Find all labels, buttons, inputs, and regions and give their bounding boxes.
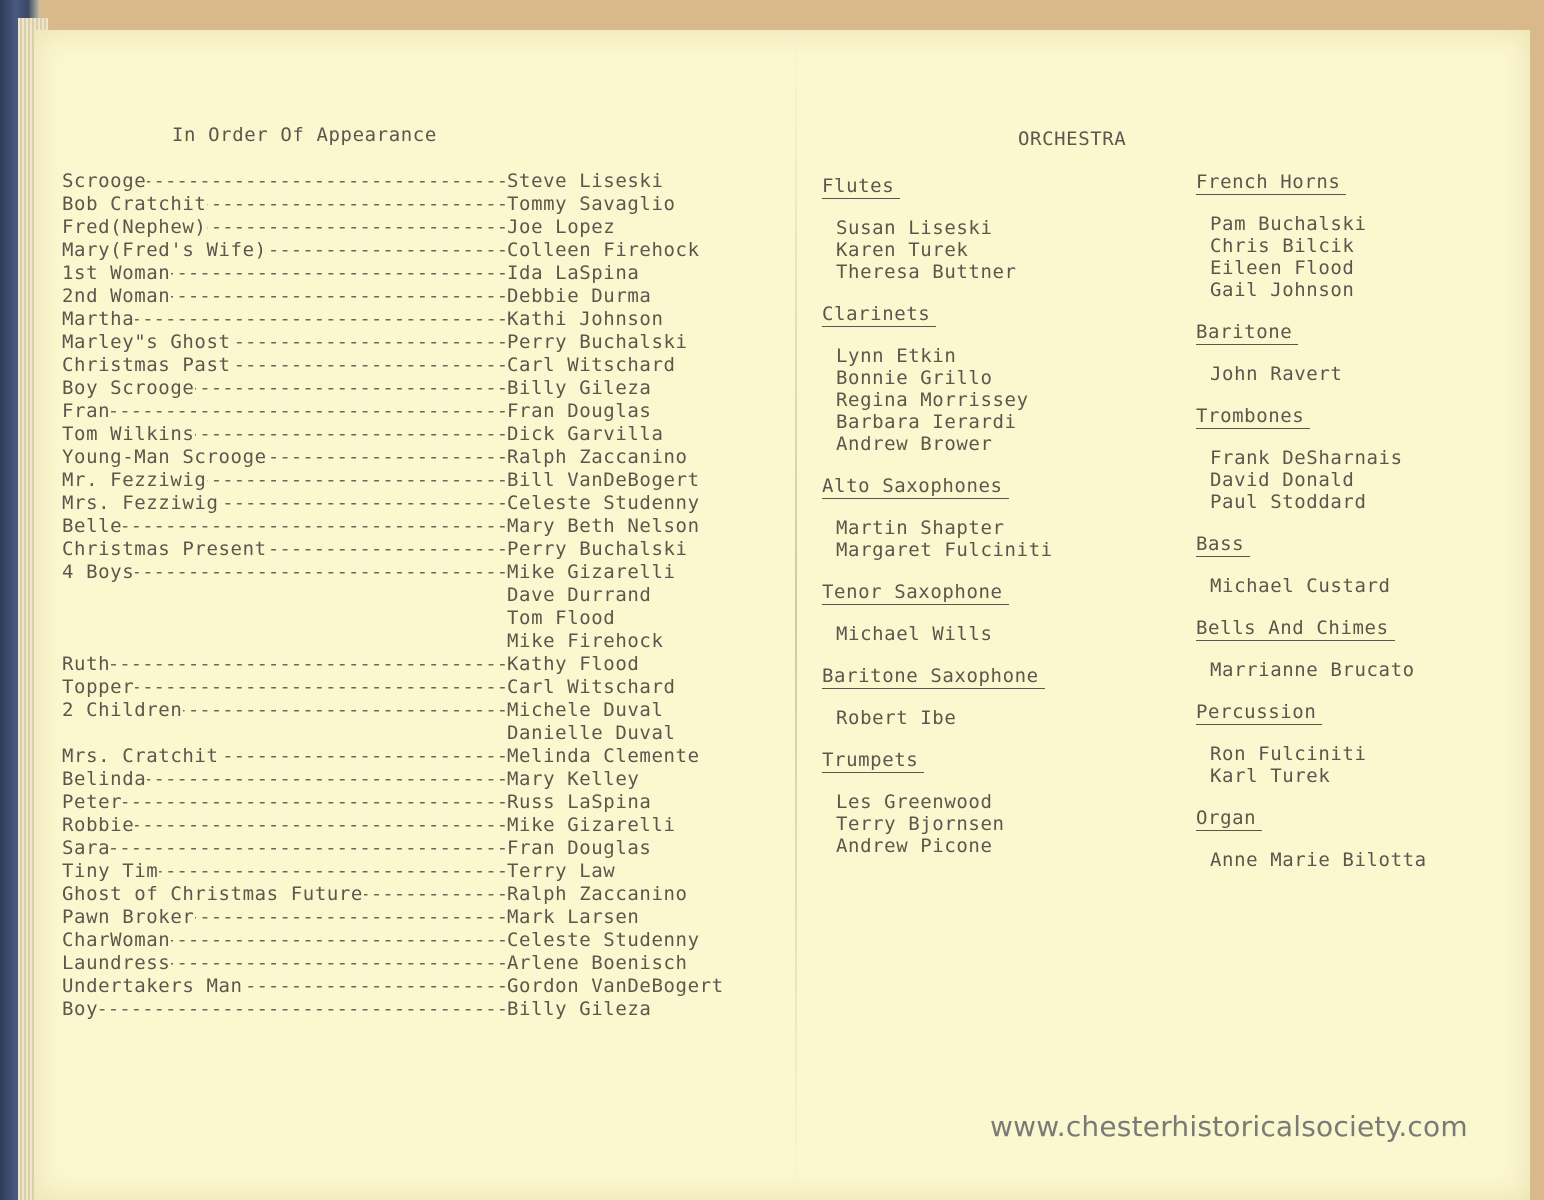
cast-row [62,515,782,538]
role-name: Christmas Present [62,538,267,560]
cast-role [62,354,507,377]
orchestra-section [1196,532,1516,597]
cast-actors [507,791,651,814]
cast-row [62,446,782,469]
cast-row [62,975,782,998]
cast-actors [507,860,615,883]
musician-name: Karl Turek [1210,765,1331,787]
cast-row [62,170,782,193]
cast-actors [507,469,700,492]
role-name: Tom Wilkins [62,423,195,445]
actor-name: Dave Durrand [507,584,652,606]
cast-row [62,216,782,239]
cast-row [62,952,782,975]
cast-role [62,952,507,975]
cast-role [62,975,507,998]
dot-leader [62,998,507,1021]
orchestra-section [1196,170,1516,301]
cast-role [62,883,507,906]
cast-row [62,377,782,400]
actor-name: Carl Witschard [507,354,676,376]
cast-actors [507,446,688,469]
dot-leader [62,791,507,814]
musician-name: Les Greenwood [836,791,993,813]
role-name: 1st Woman [62,262,171,284]
cast-role [62,814,507,837]
dot-leader [62,837,507,860]
cast-role [62,400,507,423]
orchestra-section [1196,404,1516,513]
cast-row [62,768,782,791]
cast-role [62,837,507,860]
section-title: French Horns [1196,170,1346,195]
musician-name: Eileen Flood [1210,257,1355,279]
orchestra-section [822,664,1162,729]
role-name: Boy [62,998,99,1020]
role-name: Belinda [62,768,147,790]
role-name: Robbie [62,814,135,836]
musician-name: Chris Bilcik [1210,235,1355,257]
cast-actors [507,975,724,998]
orchestra-section [822,580,1162,645]
cast-actors [507,400,651,423]
cast-actors [507,906,639,929]
orchestra-section [1196,320,1516,385]
role-name: Belle [62,515,123,537]
page-fold [795,30,797,1200]
cast-row [62,906,782,929]
cast-row [62,561,782,653]
orchestra-section [822,474,1162,561]
role-name: Laundress [62,952,171,974]
section-title: Bass [1196,532,1250,557]
role-name: Topper [62,676,135,698]
orchestra-section [822,302,1162,455]
cast-row [62,469,782,492]
actor-name: Mike Gizarelli [507,561,676,583]
musician-name: Pam Buchalski [1210,213,1367,235]
cast-role [62,446,507,469]
role-name: Undertakers Man [62,975,243,997]
cast-actors [507,354,676,377]
cast-row [62,354,782,377]
role-name: Scrooge [62,170,147,192]
actor-name: Celeste Studenny [507,929,700,951]
cast-row [62,423,782,446]
cast-actors [507,883,688,906]
cast-role [62,676,507,699]
musician-name: Bonnie Grillo [836,367,993,389]
musician-name: Regina Morrissey [836,389,1029,411]
cast-row [62,676,782,699]
orchestra-heading: ORCHESTRA [1018,128,1127,150]
musician-name: Andrew Brower [836,433,993,455]
musician-name: Gail Johnson [1210,279,1355,301]
cast-row [62,285,782,308]
actor-name: Ralph Zaccanino [507,446,688,468]
role-name: Ghost of Christmas Future [62,883,363,905]
cast-actors [507,331,688,354]
actor-name: Joe Lopez [507,216,616,238]
role-name: Fred(Nephew) [62,216,207,238]
section-title: Flutes [822,174,900,199]
watermark: www.chesterhistoricalsociety.com [990,1110,1468,1143]
actor-name: Mark Larsen [507,906,640,928]
cast-role [62,216,507,239]
actor-name: Celeste Studenny [507,492,700,514]
role-name: Mr. Fezziwig [62,469,207,491]
role-name: Martha [62,308,135,330]
section-title: Baritone Saxophone [822,664,1045,689]
cast-role [62,469,507,492]
actor-name: Bill VanDeBogert [507,469,700,491]
actor-name: Debbie Durma [507,285,652,307]
musician-name: Paul Stoddard [1210,491,1367,513]
actor-name: Terry Law [507,860,616,882]
section-title: Percussion [1196,700,1322,725]
musician-name: Michael Custard [1210,575,1391,597]
actor-name: Danielle Duval [507,722,676,744]
actor-name: Carl Witschard [507,676,676,698]
actor-name: Kathi Johnson [507,308,664,330]
actor-name: Perry Buchalski [507,538,688,560]
actor-name: Mike Firehock [507,630,664,652]
cast-role [62,998,507,1021]
cast-row [62,791,782,814]
orchestra-column-left [822,174,1162,876]
actor-name: Ida LaSpina [507,262,640,284]
cast-role [62,791,507,814]
musician-name: Andrew Picone [836,835,993,857]
cast-role [62,745,507,768]
cast-actors [507,952,688,975]
musician-name: Barbara Ierardi [836,411,1017,433]
actor-name: Tom Flood [507,607,616,629]
cast-role [62,860,507,883]
cast-role [62,170,507,193]
musician-name: Karen Turek [836,239,969,261]
cast-actors [507,423,664,446]
actor-name: Russ LaSpina [507,791,652,813]
cast-actors [507,561,676,653]
section-title: Tenor Saxophone [822,580,1009,605]
section-title: Trumpets [822,748,924,773]
section-title: Bells And Chimes [1196,616,1395,641]
cast-actors [507,998,651,1021]
role-name: Young-Man Scrooge [62,446,267,468]
musician-name: Frank DeSharnais [1210,447,1403,469]
cast-row [62,860,782,883]
cast-actors [507,492,700,515]
actor-name: Gordon VanDeBogert [507,975,724,997]
cast-heading: In Order Of Appearance [172,124,437,146]
role-name: Mrs. Cratchit [62,745,219,767]
cast-actors [507,285,651,308]
musician-name: Theresa Buttner [836,261,1017,283]
cast-role [62,561,507,653]
cast-role [62,906,507,929]
musician-name: Marrianne Brucato [1210,659,1415,681]
cast-row [62,837,782,860]
actor-name: Billy Gileza [507,377,652,399]
actor-name: Melinda Clemente [507,745,700,767]
section-title: Alto Saxophones [822,474,1009,499]
role-name: CharWoman [62,929,171,951]
musician-name: Terry Bjornsen [836,813,1005,835]
role-name: 2 Children [62,699,183,721]
orchestra-column-right [1196,170,1516,890]
role-name: Mrs. Fezziwig [62,492,219,514]
cast-role [62,768,507,791]
cast-actors [507,676,676,699]
actor-name: Fran Douglas [507,837,652,859]
musician-name: Susan Liseski [836,217,993,239]
role-name: Sara [62,837,111,859]
actor-name: Ralph Zaccanino [507,883,688,905]
cast-role [62,492,507,515]
cast-role [62,929,507,952]
cast-actors [507,837,651,860]
cast-list [62,170,782,1021]
musician-name: Lynn Etkin [836,345,957,367]
cast-row [62,492,782,515]
dot-leader [62,400,507,423]
musician-name: David Donald [1210,469,1355,491]
role-name: Bob Cratchit [62,193,207,215]
actor-name: Arlene Boenisch [507,952,688,974]
cast-row [62,998,782,1021]
cast-role [62,538,507,561]
cast-actors [507,538,688,561]
cast-role [62,653,507,676]
orchestra-section [1196,806,1516,871]
cast-role [62,699,507,745]
cast-row [62,814,782,837]
cast-row [62,239,782,262]
actor-name: Perry Buchalski [507,331,688,353]
musician-name: Anne Marie Bilotta [1210,849,1427,871]
cast-actors [507,745,700,768]
musician-name: Ron Fulciniti [1210,743,1367,765]
section-title: Organ [1196,806,1262,831]
cast-role [62,285,507,308]
cast-actors [507,262,639,285]
musician-name: Robert Ibe [836,707,957,729]
cast-role [62,262,507,285]
role-name: Mary(Fred's Wife) [62,239,267,261]
cast-actors [507,193,676,216]
cast-row [62,193,782,216]
cast-row [62,308,782,331]
cast-actors [507,653,639,676]
role-name: 4 Boys [62,561,135,583]
actor-name: Colleen Firehock [507,239,700,261]
role-name: Tiny Tim [62,860,159,882]
cast-actors [507,814,676,837]
role-name: Peter [62,791,123,813]
role-name: Christmas Past [62,354,231,376]
actor-name: Steve Liseski [507,170,664,192]
actor-name: Michele Duval [507,699,664,721]
orchestra-section [822,748,1162,857]
cast-role [62,239,507,262]
role-name: 2nd Woman [62,285,171,307]
orchestra-section [822,174,1162,283]
cast-role [62,515,507,538]
cast-role [62,423,507,446]
cast-actors [507,308,664,331]
actor-name: Fran Douglas [507,400,652,422]
section-title: Trombones [1196,404,1310,429]
cast-row [62,883,782,906]
musician-name: Michael Wills [836,623,993,645]
dot-leader [62,653,507,676]
actor-name: Dick Garvilla [507,423,664,445]
cast-actors [507,216,615,239]
section-title: Clarinets [822,302,936,327]
musician-name: John Ravert [1210,363,1343,385]
cast-row [62,538,782,561]
section-title: Baritone [1196,320,1298,345]
musician-name: Martin Shapter [836,517,1005,539]
role-name: Marley"s Ghost [62,331,231,353]
orchestra-section [1196,700,1516,787]
cast-actors [507,377,651,400]
actor-name: Billy Gileza [507,998,652,1020]
cast-row [62,929,782,952]
actor-name: Kathy Flood [507,653,640,675]
cast-row [62,400,782,423]
role-name: Ruth [62,653,111,675]
actor-name: Mary Kelley [507,768,640,790]
cast-row [62,331,782,354]
cast-row [62,699,782,745]
cast-actors [507,170,664,193]
role-name: Pawn Broker [62,906,195,928]
dot-leader [62,515,507,538]
actor-name: Mike Gizarelli [507,814,676,836]
actor-name: Mary Beth Nelson [507,515,700,537]
orchestra-section [1196,616,1516,681]
cast-row [62,262,782,285]
cast-actors [507,768,639,791]
cast-actors [507,929,700,952]
cast-actors [507,239,700,262]
musician-name: Margaret Fulciniti [836,539,1053,561]
cast-role [62,308,507,331]
cast-row [62,745,782,768]
cast-row [62,653,782,676]
cast-role [62,377,507,400]
role-name: Fran [62,400,111,422]
cast-actors [507,515,700,538]
cast-role [62,193,507,216]
cast-actors [507,699,676,745]
cast-role [62,331,507,354]
actor-name: Tommy Savaglio [507,193,676,215]
role-name: Boy Scrooge [62,377,195,399]
